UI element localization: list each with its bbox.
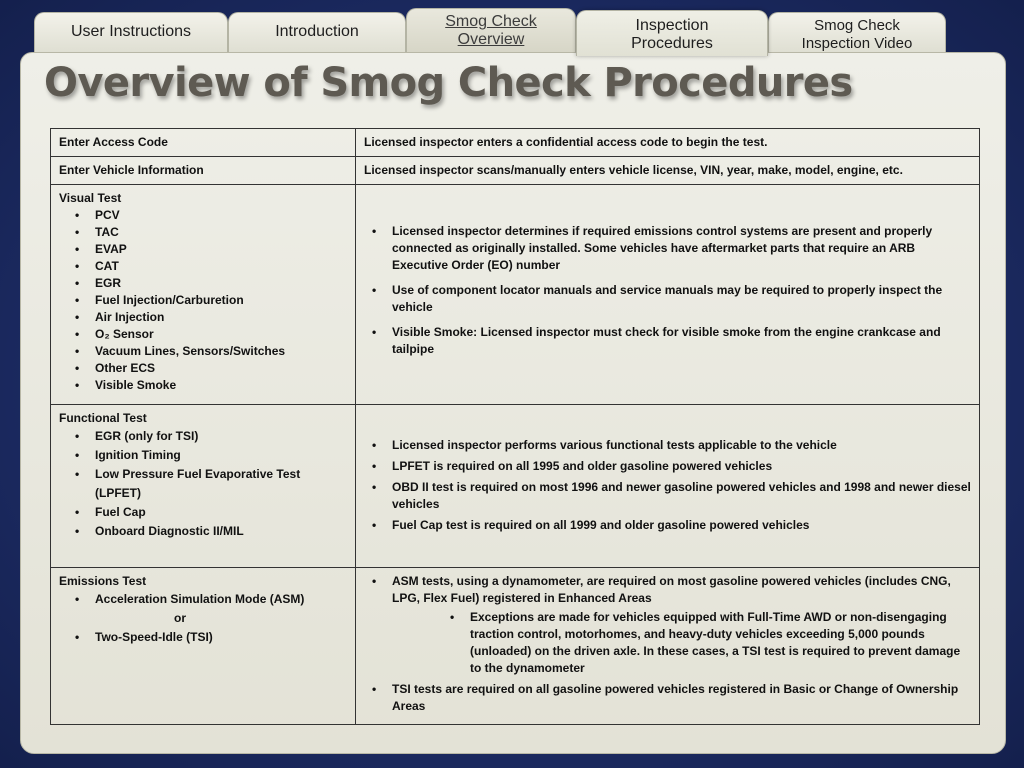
list-item: • Licensed inspector determines if required emissions control systems are present and properly connected as originally installed. Some vehicles have aftermarket parts that require an ARB Executive Order (EO) number — [364, 223, 971, 274]
tab-label: Introduction — [275, 23, 359, 40]
tab-label-line2: Overview — [457, 31, 525, 48]
list-item: • Use of component locator manuals and service manuals may be required to properly inspect the vehicle — [364, 282, 971, 316]
list-item: • Visible Smoke — [75, 377, 347, 394]
list-item: • Fuel Cap — [75, 503, 347, 522]
row-description-cell — [356, 405, 980, 568]
emissions-test-list — [59, 590, 347, 647]
row-label-cell — [51, 405, 356, 568]
row-heading: Visual Test — [59, 191, 122, 205]
list-item: • Fuel Injection/Carburetion — [75, 292, 347, 309]
list-item: • Onboard Diagnostic II/MIL — [75, 522, 347, 541]
functional-test-notes — [364, 437, 971, 534]
visual-test-list — [59, 207, 347, 394]
list-item: • Air Injection — [75, 309, 347, 326]
list-item: • EGR (only for TSI) — [75, 427, 347, 446]
sub-bullet-list — [416, 609, 971, 677]
list-item: • Acceleration Simulation Mode (ASM) — [75, 590, 347, 609]
list-item: • O₂ Sensor — [75, 326, 347, 343]
row-description: Licensed inspector scans/manually enters vehicle license, VIN, year, make, model, engine, etc. — [356, 157, 980, 185]
list-item: • LPFET is required on all 1995 and older gasoline powered vehicles — [364, 458, 971, 475]
list-item: • Low Pressure Fuel Evaporative Test (LPFET) — [75, 465, 347, 503]
table-row — [51, 157, 980, 185]
list-item: • Fuel Cap test is required on all 1999 and older gasoline powered vehicles — [364, 517, 971, 534]
list-item — [364, 573, 971, 677]
row-label-cell — [51, 568, 356, 725]
list-item: • Visible Smoke: Licensed inspector must check for visible smoke from the engine crankcase and tailpipe — [364, 324, 971, 358]
row-label: Enter Access Code — [51, 129, 356, 157]
list-item: • CAT — [75, 258, 347, 275]
row-label-cell — [51, 185, 356, 405]
row-label: Enter Vehicle Information — [51, 157, 356, 185]
row-heading: Emissions Test — [59, 574, 147, 588]
row-description: Licensed inspector enters a confidential access code to begin the test. — [356, 129, 980, 157]
table-row — [51, 405, 980, 568]
tab-label: User Instructions — [70, 23, 192, 40]
functional-test-list — [59, 427, 347, 541]
row-heading: Functional Test — [59, 411, 147, 425]
table-row — [51, 568, 980, 725]
tab-inspection-procedures[interactable] — [576, 10, 768, 56]
list-item: • PCV — [75, 207, 347, 224]
table-row — [51, 129, 980, 157]
procedures-table — [50, 128, 980, 725]
emissions-test-notes — [364, 573, 971, 715]
list-item: • Ignition Timing — [75, 446, 347, 465]
list-item: • TAC — [75, 224, 347, 241]
table-row — [51, 185, 980, 405]
or-separator: or — [174, 611, 186, 625]
tab-smog-check-overview[interactable] — [406, 8, 576, 54]
list-item: • TSI tests are required on all gasoline powered vehicles registered in Basic or Change of Ownership Areas — [364, 681, 971, 715]
bullet-text: ASM tests, using a dynamometer, are required on most gasoline powered vehicles (includes CNG, LPG, Flex Fuel) registered in Enhanced Areas — [392, 574, 951, 605]
list-item: • Exceptions are made for vehicles equipped with Full-Time AWD or non-disengaging traction control, motorhomes, and heavy-duty vehicles exceeding 5,000 pounds (unloaded) on the driven axle. In these cases, a TSI test is required to prevent damage to the dynamometer — [442, 609, 971, 677]
list-item: • Other ECS — [75, 360, 347, 377]
list-item: • Vacuum Lines, Sensors/Switches — [75, 343, 347, 360]
visual-test-notes — [364, 223, 971, 358]
list-item: • EGR — [75, 275, 347, 292]
list-item: • Two-Speed-Idle (TSI) — [75, 628, 347, 647]
page-title: Overview of Smog Check Procedures — [44, 60, 853, 106]
list-item: • OBD II test is required on most 1996 and newer gasoline powered vehicles and 1998 and newer diesel vehicles — [364, 479, 971, 513]
list-item: • EVAP — [75, 241, 347, 258]
tab-label-line1: Inspection — [635, 17, 709, 34]
tab-label-line2: Procedures — [631, 35, 713, 52]
row-description-cell — [356, 568, 980, 725]
tab-bar — [0, 0, 1024, 60]
list-item: • Licensed inspector performs various functional tests applicable to the vehicle — [364, 437, 971, 454]
row-description-cell — [356, 185, 980, 405]
tab-label-line1: Smog Check — [445, 13, 537, 30]
tab-label-line2: Inspection Video — [801, 35, 913, 52]
tab-label-line1: Smog Check — [814, 17, 900, 34]
